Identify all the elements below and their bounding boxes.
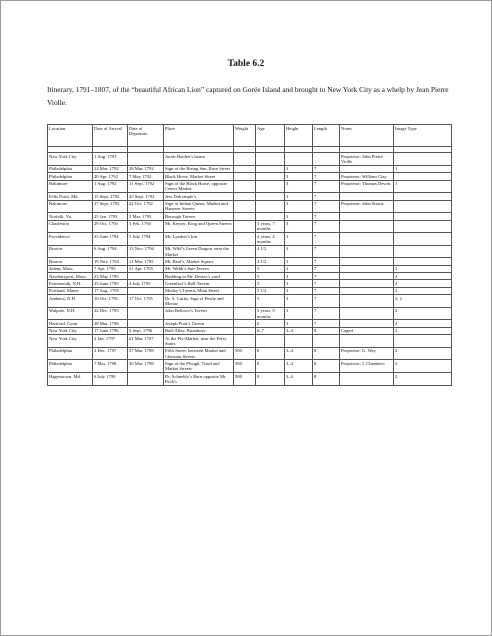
table-cell: Dr. S. Curtis, Sign of Pestle and Mortar [164, 295, 234, 308]
table-cell: 22 Oct. 1792 [128, 200, 164, 213]
table-cell [128, 373, 164, 386]
table-cell: Walpole, N.H. [48, 307, 93, 320]
table-cell: 3 [285, 165, 313, 172]
table-cell: 3 [285, 233, 313, 246]
table-cell: 23 May 1795 [93, 273, 128, 280]
table-cell: 10 Oct. 1795 [93, 295, 128, 308]
table-cell: 7 [313, 273, 340, 280]
table-row [48, 320, 452, 327]
table-cell: Boston [48, 258, 93, 265]
table-cell: 3 [285, 173, 313, 180]
table-cell [234, 153, 256, 166]
table-cell: Philadelphia [48, 347, 93, 360]
table-cell: 2 Jan. 1797 [93, 335, 128, 348]
table-cell: 2 [394, 327, 452, 334]
table-cell: 7 May 1792 [128, 173, 164, 180]
column-header: Location [48, 125, 93, 147]
table-cell: 3 [285, 180, 313, 193]
table-cell: Hartford, Conn. [48, 320, 93, 327]
table-cell: 5 [256, 265, 285, 272]
table-cell: 3 [285, 193, 313, 200]
column-header: Image Type [394, 125, 452, 147]
table-cell [394, 200, 452, 213]
table-cell [234, 258, 256, 265]
table-cell: 21 Apr. 1795 [128, 265, 164, 272]
table-row [48, 165, 452, 172]
table-cell: 1 Aug. 1792 [93, 180, 128, 193]
table-row [48, 153, 452, 166]
table-cell: 25 Jan. 1793 [93, 213, 128, 220]
table-cell: 8 [313, 360, 340, 373]
table-cell: 7 [313, 287, 340, 294]
table-cell: 6 Aug. 1794 [93, 245, 128, 258]
table-cell: 8 [313, 347, 340, 360]
table-cell [234, 273, 256, 280]
table-cell: 3 [285, 200, 313, 213]
table-cell: 3 Mar. 1793 [128, 213, 164, 220]
table-cell [256, 213, 285, 220]
table-cell [256, 165, 285, 172]
table-cell [256, 180, 285, 193]
table-cell [234, 245, 256, 258]
table-cell: 2 [394, 320, 452, 327]
table-cell [340, 287, 394, 294]
table-cell: 7 [313, 307, 340, 320]
table-cell: 3 [285, 245, 313, 258]
table-cell: 2 [394, 347, 452, 360]
table-cell: 500 [234, 373, 256, 386]
table-cell [340, 165, 394, 172]
table-row [48, 335, 452, 348]
table-cell: 22 Mar. 1797 [128, 335, 164, 348]
table-cell: Caged [340, 327, 394, 334]
table-cell: 3–4 [285, 347, 313, 360]
table-cell: 20 Apr. 1792 [93, 173, 128, 180]
table-cell [234, 165, 256, 172]
table-cell: New York City [48, 327, 93, 334]
table-cell: 2 Sept. 1796 [128, 327, 164, 334]
table-cell [394, 213, 452, 220]
table-cell: 4 years, 4 months [256, 233, 285, 246]
header-row [48, 125, 452, 147]
table-cell: Joseph Pratt’s Tavern [164, 320, 234, 327]
table-cell: 5 [256, 280, 285, 287]
table-cell: 3 years, 7 months [256, 220, 285, 233]
table-cell: 23 June 1794 [93, 233, 128, 246]
table-row [48, 273, 452, 280]
table-cell [313, 335, 340, 348]
table-row [48, 173, 452, 180]
table-cell [234, 200, 256, 213]
table-cell: 8 [256, 347, 285, 360]
table-cell: 6 [256, 320, 285, 327]
table-cell: 6–7 [256, 327, 285, 334]
table-cell: 2 [394, 307, 452, 320]
table-cell: Philadelphia [48, 165, 93, 172]
table-cell: 17 June 1796 [93, 327, 128, 334]
table-cell: 3 [285, 295, 313, 308]
table-cell [128, 153, 164, 166]
table-cell [394, 258, 452, 265]
table-cell [128, 307, 164, 320]
table-body [48, 147, 452, 385]
table-cell: 4 July 1795 [128, 280, 164, 287]
table-cell: Borough Tavern [164, 213, 234, 220]
table-cell [340, 295, 394, 308]
table-cell: Sign of Indian Queen, Market and Hanover Streets [164, 200, 234, 213]
table-cell: 6 July 1798 [93, 373, 128, 386]
table-cell: 11 Sept. 1792 [128, 180, 164, 193]
column-header: Date of Departure [128, 125, 164, 147]
table-cell: 27 Sept. 1792 [93, 200, 128, 213]
table-cell: Sign of the Plough, Third and Market Streets [164, 360, 234, 373]
table-cell: Proprietor: John Pierre Violle [340, 153, 394, 166]
table-cell: 3–4 [285, 360, 313, 373]
table-cell: 15 Sept. 1792 [93, 193, 128, 200]
table-cell: 2 [394, 360, 452, 373]
table-cell: Amherst, N.H. [48, 295, 93, 308]
table-cell: John Bellows’s Tavern [164, 307, 234, 320]
table-cell [340, 213, 394, 220]
table-cell: Boston [48, 245, 93, 258]
table-row [48, 220, 452, 233]
table-cell [256, 193, 285, 200]
table-cell [256, 153, 285, 166]
table-cell: 7 [313, 213, 340, 220]
table-cell: 1 [394, 165, 452, 172]
table-cell: 7 [313, 200, 340, 213]
table-cell: 3–4 [285, 327, 313, 334]
table-cell: Proprietor: J. Chambers [340, 360, 394, 373]
table-cell: Proprietor: John Starck [340, 200, 394, 213]
table-cell: 7 [313, 258, 340, 265]
table-row [48, 193, 452, 200]
table-cell: 500 [234, 347, 256, 360]
table-cell: 1 Aug. 1791 [93, 153, 128, 166]
table-cell: Fells Point, Md. [48, 193, 93, 200]
table-cell: Jacob Harden’s house [164, 153, 234, 166]
table-cell [234, 180, 256, 193]
table-cell: 1 [394, 180, 452, 193]
table-row [48, 295, 452, 308]
table-cell: 5 [256, 273, 285, 280]
table-cell: 17 Oct. 1795 [128, 295, 164, 308]
table-cell [340, 193, 394, 200]
table-cell: 28 Mar. 1796 [93, 320, 128, 327]
table-cell: 30 Mar. 1798 [128, 360, 164, 373]
table-cell: Sign of the Black Horse, opposite Center Market [164, 180, 234, 193]
table-cell: Portland, Maine [48, 287, 93, 294]
table-cell [394, 173, 452, 180]
table-cell [340, 373, 394, 386]
table-cell: 3 [285, 307, 313, 320]
table-cell: Hagerstown, Md. [48, 373, 93, 386]
table-cell [340, 307, 394, 320]
table-cell: 3, 2 [394, 295, 452, 308]
table-cell [234, 220, 256, 233]
table-cell: 11 Mar. 1795 [128, 258, 164, 265]
table-cell: 7 [313, 180, 340, 193]
table-cell [340, 258, 394, 265]
table-cell [234, 327, 256, 334]
table-cell: Motley’s Tavern, Main Street [164, 287, 234, 294]
table-cell: Mr. Beal’s, Market Square [164, 258, 234, 265]
table-cell [234, 173, 256, 180]
column-header: Length [313, 125, 340, 147]
column-header: Age [256, 125, 285, 147]
table-cell: 5 [256, 295, 285, 308]
table-row [48, 280, 452, 287]
table-cell [234, 213, 256, 220]
table-cell: 7 [313, 265, 340, 272]
table-cell: 7 Apr. 1795 [93, 265, 128, 272]
table-cell: Greenleaf’s Ball-Tavern [164, 280, 234, 287]
table-cell: 4 1/2 [256, 258, 285, 265]
table-cell [234, 233, 256, 246]
table-cell [234, 320, 256, 327]
table-cell: 27 Mar. 1798 [128, 347, 164, 360]
table-cell: Mr. Keyser, King and Queen Streets [164, 220, 234, 233]
table-cell [256, 335, 285, 348]
table-cell: 7 [313, 280, 340, 287]
table-cell [128, 320, 164, 327]
table-cell: 29 Oct. 1793 [93, 220, 128, 233]
table-cell: 3 [285, 258, 313, 265]
table-cell: Baltimore [48, 180, 93, 193]
table-cell: 7 Mar. 1798 [93, 360, 128, 373]
table-cell: 3 [285, 320, 313, 327]
table-cell: 8 [313, 327, 340, 334]
table-cell: 3 [285, 287, 313, 294]
table-cell: 3 [285, 273, 313, 280]
table-cell [234, 280, 256, 287]
table-cell: Providence [48, 233, 93, 246]
table-cell [340, 245, 394, 258]
table-cell [234, 307, 256, 320]
column-header: Height [285, 125, 313, 147]
table-cell: 23 June 1795 [93, 280, 128, 287]
table-cell: New York City [48, 153, 93, 166]
table-cell: Mr. Lyndon’s Inn [164, 233, 234, 246]
table-row [48, 347, 452, 360]
table-cell: 8 [256, 373, 285, 386]
table-cell: 2 [394, 373, 452, 386]
table-cell [234, 193, 256, 200]
table-cell [340, 233, 394, 246]
table-cell: 25 Sept. 1792 [128, 193, 164, 200]
table-caption: Itinerary, 1791–1807, of the “beautiful African Lion” captured on Gorée Island and brought to New York City as a whelp by Jean Pierre Violle. [47, 85, 449, 107]
table-cell [394, 153, 452, 166]
table-cell [340, 320, 394, 327]
table-cell: 3–4 [285, 373, 313, 386]
table-cell: 22 Mar. 1792 [93, 165, 128, 172]
table-cell [394, 335, 452, 348]
table-cell [256, 200, 285, 213]
table-cell: 28 Mar. 1792 [128, 165, 164, 172]
table-cell [394, 233, 452, 246]
table-cell [340, 220, 394, 233]
column-header: Date of Arrival [93, 125, 128, 147]
table-cell: New York City [48, 335, 93, 348]
table-cell: Fifth Street, between Market and Chestnut Streets [164, 347, 234, 360]
table-cell: 8 [256, 360, 285, 373]
table-cell: 19 Nov. 1794 [93, 258, 128, 265]
table-cell: 7 [313, 245, 340, 258]
table-row [48, 265, 452, 272]
table-cell: 2 Dec. 1797 [93, 347, 128, 360]
table-cell: Sign of the Rising Sun, Race Street [164, 165, 234, 172]
table-cell: Norfolk, Va. [48, 213, 93, 220]
table-row [48, 200, 452, 213]
table-cell: 3 Feb. 1794 [128, 220, 164, 233]
table-cell [128, 273, 164, 280]
table-cell [234, 287, 256, 294]
table-cell: Charleston [48, 220, 93, 233]
column-header: Place [164, 125, 234, 147]
table-cell [340, 273, 394, 280]
table-row [48, 233, 452, 246]
table-row [48, 258, 452, 265]
table-cell [394, 193, 452, 200]
table-row [48, 213, 452, 220]
table-cell: 7 [313, 220, 340, 233]
table-cell: Proprietor: Thomas Dewitt [340, 180, 394, 193]
table-cell [128, 287, 164, 294]
table-cell: 8 [313, 373, 340, 386]
table-cell: Baltimore [48, 200, 93, 213]
table-cell: 3 [285, 213, 313, 220]
table-cell: 5 years, 9 months [256, 307, 285, 320]
table-cell [313, 153, 340, 166]
table-cell: Jess Dalrymple’s [164, 193, 234, 200]
table-cell [256, 173, 285, 180]
table-cell [340, 265, 394, 272]
table-cell [394, 245, 452, 258]
table-cell: 7 [313, 193, 340, 200]
column-header: Notes [340, 125, 394, 147]
table-cell: 7 [313, 173, 340, 180]
table-cell: Salem, Mass. [48, 265, 93, 272]
table-row [48, 360, 452, 373]
table-cell: 4 1/2 [256, 245, 285, 258]
table-row [48, 307, 452, 320]
table-cell: 17 Aug. 1795 [93, 287, 128, 294]
table-cell: Dr. Schnebly’s Barn opposite Mr. Peck’s [164, 373, 234, 386]
table-cell: Proprietor: G. Way [340, 347, 394, 360]
table-cell [234, 265, 256, 272]
table-row [48, 373, 452, 386]
table-cell: Black Horse, Market Street [164, 173, 234, 180]
table-title: Table 6.2 [227, 59, 265, 69]
table-cell [285, 335, 313, 348]
table-cell: Proprietor: William Clay [340, 173, 394, 180]
table-cell: Philadelphia [48, 173, 93, 180]
table-cell: At the Fly-Market, near the Ferry Stairs [164, 335, 234, 348]
table-cell [285, 153, 313, 166]
table-cell: Building in Mr. Dexter’s yard [164, 273, 234, 280]
table-cell: 7 [313, 295, 340, 308]
table-cell: 3 [285, 280, 313, 287]
table-cell: Newburyport, Mass. [48, 273, 93, 280]
column-header: Weight [234, 125, 256, 147]
table-cell: 5 1/2 [256, 287, 285, 294]
table-cell: 2 [394, 287, 452, 294]
table-cell: Mr. Wild’s Green Dragon, near the Market [164, 245, 234, 258]
table-cell: 2 [394, 265, 452, 272]
table-cell: 2 [394, 273, 452, 280]
table-cell: 5 July 1794 [128, 233, 164, 246]
table-row [48, 180, 452, 193]
table-cell: 2 [394, 280, 452, 287]
table-cell: Portsmouth, N.H. [48, 280, 93, 287]
table-cell: 7 [313, 320, 340, 327]
table-cell: 22 Dec. 1795 [93, 307, 128, 320]
table-cell: 500 [234, 360, 256, 373]
table-row [48, 327, 452, 334]
table-cell [340, 335, 394, 348]
table-cell: 13 Nov. 1794 [128, 245, 164, 258]
table-cell: 7 [313, 233, 340, 246]
itinerary-table [47, 124, 452, 386]
table-cell: Bull-Alley, Broadway [164, 327, 234, 334]
table-cell [234, 335, 256, 348]
table-cell: 3 [285, 265, 313, 272]
table-cell: 3 [285, 220, 313, 233]
table-cell: 7 [313, 165, 340, 172]
table-row [48, 287, 452, 294]
table-row [48, 245, 452, 258]
table-cell: Philadelphia [48, 360, 93, 373]
table-cell [394, 220, 452, 233]
table-cell: Mr. Webb’s Sun-Tavern [164, 265, 234, 272]
table-cell [234, 295, 256, 308]
table-cell [340, 280, 394, 287]
